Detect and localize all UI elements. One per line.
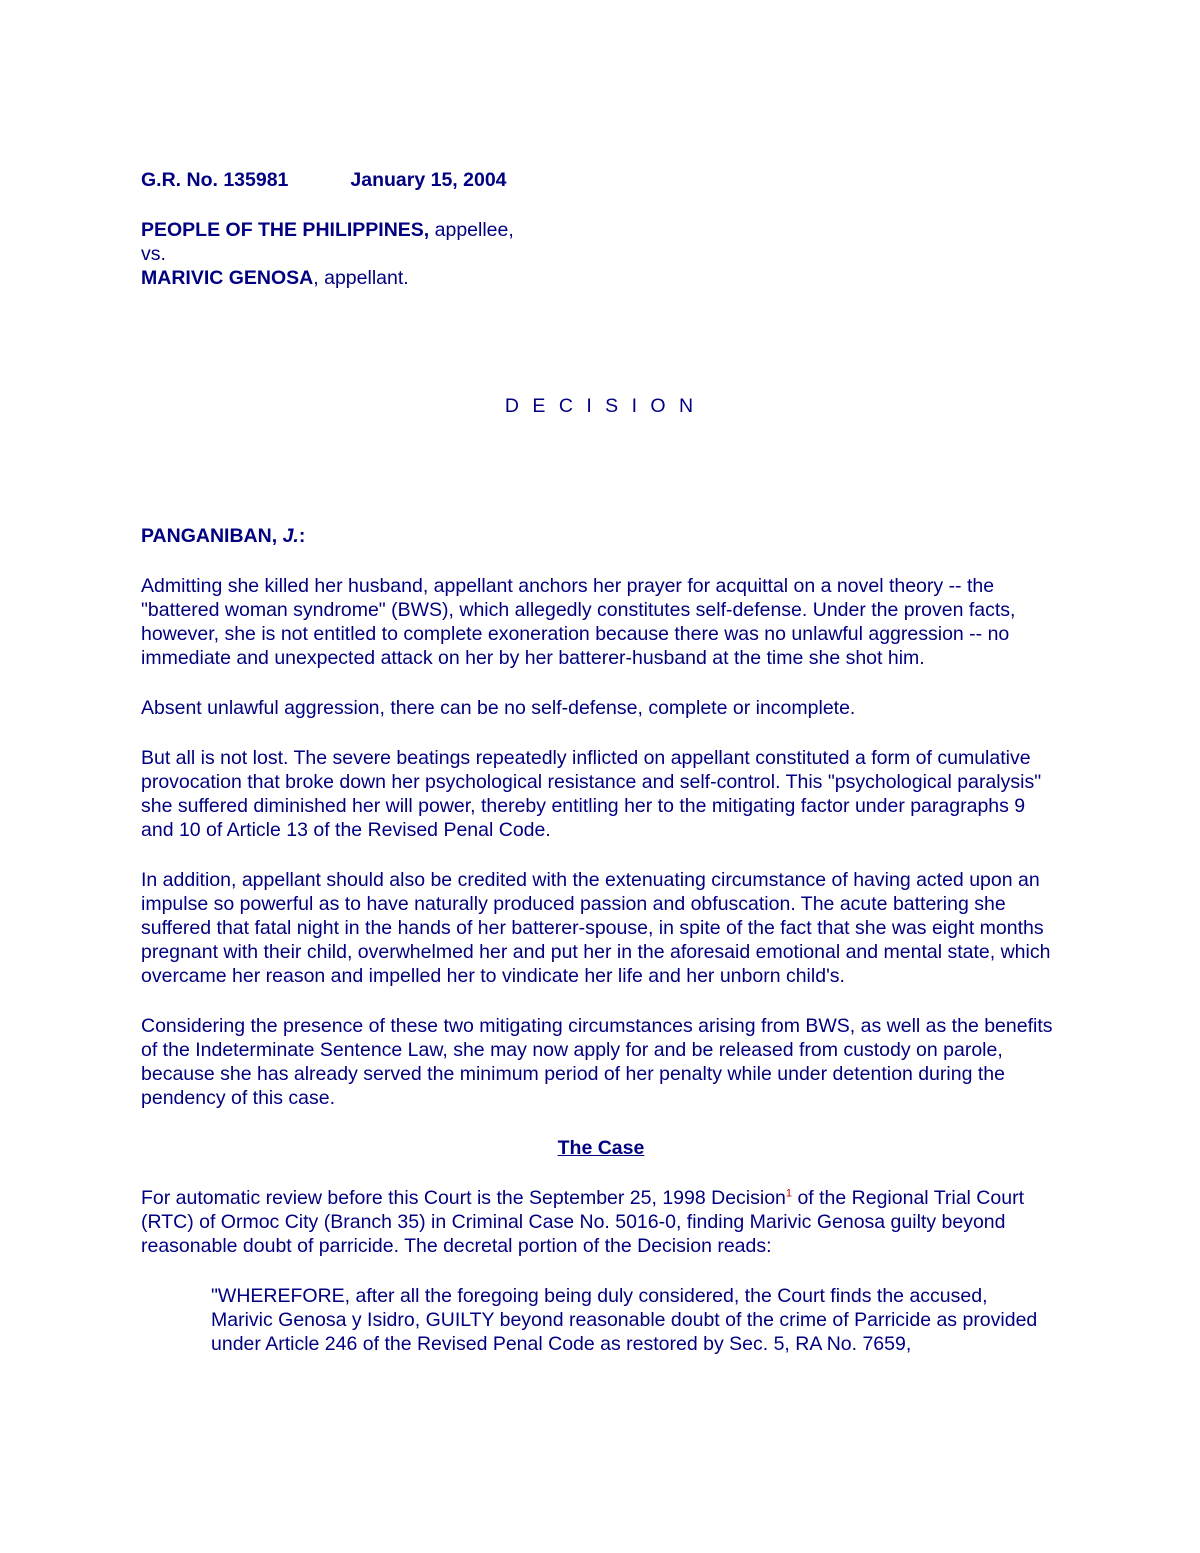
paragraph: But all is not lost. The severe beatings repeatedly inflicted on appellant constituted a form of cumulative provocation that broke down her psychological resistance and self-control. This "psychological paralysis" she suffered diminished her will power, thereby entitling her to the mitigating factor under paragraphs 9 and 10 of Article 13 of the Revised Penal Code. [141, 747, 1042, 841]
case-parties [141, 218, 1061, 290]
appellant-line [141, 266, 1061, 290]
case-paragraph [141, 1186, 1061, 1258]
ponente-suffix: : [298, 525, 306, 547]
decision-date: January 15, 2004 [350, 169, 507, 191]
paragraph: Considering the presence of these two mitigating circumstances arising from BWS, as well as the benefits of the Indeterminate Sentence Law, she may now apply for and be released from custody on parole, because she has already served the minimum period of her penalty while under detention during the pendency of this case. [141, 1015, 1053, 1109]
case-header [141, 168, 1061, 192]
paragraph: Admitting she killed her husband, appellant anchors her prayer for acquittal on a novel theory -- the "battered woman syndrome" (BWS), which allegedly constitutes self-defense. Under the proven facts, however, she is not entitled to complete exoneration because there was no unlawful aggression -- no immediate and unexpected attack on her by her batterer-husband at the time she shot him. [141, 575, 1016, 669]
case-paragraph-text-continued: of the Regional Trial Court (RTC) of Ormoc City (Branch 35) in Criminal Case No. 5016-0, finding Marivic Genosa guilty beyond reasonable doubt of parricide. The decretal portion of the Decision reads: [141, 1187, 1024, 1257]
decision-title: D E C I S I O N [504, 395, 698, 417]
footnote-link[interactable]: 1 [785, 1187, 793, 1200]
gr-number: G.R. No. 135981 [141, 169, 289, 191]
appellee-role: appellee, [429, 219, 514, 241]
paragraph: Absent unlawful aggression, there can be no self-defense, complete or incomplete. [141, 697, 856, 719]
appellant-name: MARIVIC GENOSA [141, 267, 314, 289]
case-paragraph-text: For automatic review before this Court is the September 25, 1998 Decision [141, 1187, 786, 1209]
paragraph: In addition, appellant should also be credited with the extenuating circumstance of having acted upon an impulse so powerful as to have naturally produced passion and obfuscation. The acute battering she suffered that fatal night in the hands of her batterer-spouse, in spite of the fact that she was eight months pregnant with their child, overwhelmed her and put her in the aforesaid emotional and mental state, which overcame her reason and impelled her to vindicate her life and her unborn child's. [141, 869, 1051, 987]
section-heading-the-case: The Case [557, 1137, 645, 1159]
appellant-role: , appellant. [313, 267, 409, 289]
decretal-quote: "WHEREFORE, after all the foregoing being duly considered, the Court finds the accused, Marivic Genosa y Isidro, GUILTY beyond reasonable doubt of the crime of Parricide as provided under Article 246 of the Revised Penal Code as restored by Sec. 5, RA No. 7659, [211, 1285, 1038, 1355]
ponente-name: PANGANIBAN, [141, 525, 283, 547]
ponente [141, 524, 1061, 548]
document-page [141, 168, 1061, 1356]
appellee-line [141, 218, 1061, 242]
ponente-title: J. [282, 525, 299, 547]
appellee-name: PEOPLE OF THE PHILIPPINES, [141, 219, 430, 241]
versus-line: vs. [141, 243, 166, 265]
